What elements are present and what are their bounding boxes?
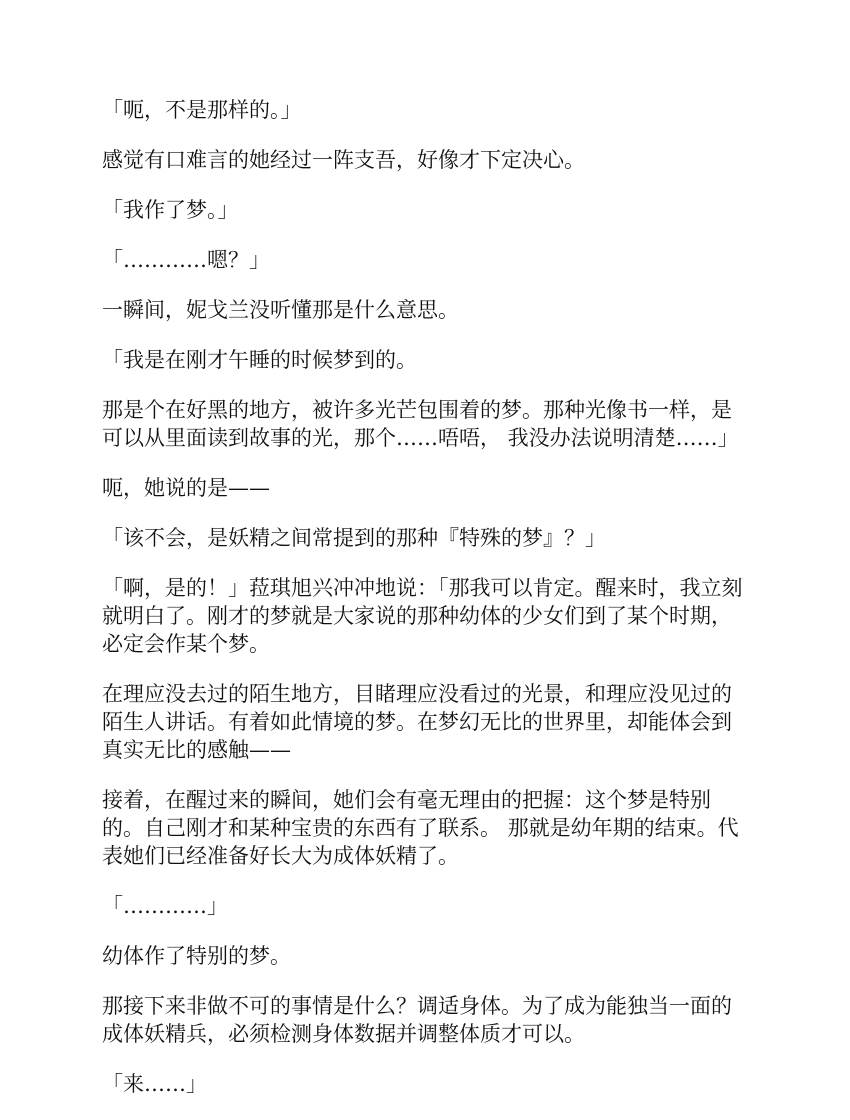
paragraph: 「…………嗯？」 <box>102 248 270 272</box>
paragraph: 「呃，不是那样的。」 <box>102 98 302 122</box>
paragraph: 「我是在刚才午睡的时候梦到的。 <box>102 348 417 372</box>
paragraph: 「啊，是的！」菈琪旭兴冲冲地说：「那我可以肯定。醒来时，我立刻就明白了。刚才的梦就是大家说的那种幼体的少女们到了某个时期，必定会作某个梦。 <box>102 576 743 656</box>
paragraph: 幼体作了特别的梦。 <box>102 944 291 968</box>
paragraph: 一瞬间，妮戈兰没听懂那是什么意思。 <box>102 298 459 322</box>
paragraph: 「…………」 <box>102 894 228 918</box>
paragraph: 感觉有口难言的她经过一阵支吾，好像才下定决心。 <box>102 148 585 172</box>
paragraph: 「我作了梦。」 <box>102 198 239 222</box>
paragraph: 在理应没去过的陌生地方，目睹理应没看过的光景，和理应没见过的陌生人讲话。有着如此情境的梦。在梦幻无比的世界里，却能体会到真实无比的感触—— <box>102 682 732 762</box>
paragraph: 呃，她说的是—— <box>102 476 270 500</box>
paragraph: 那是个在好黑的地方，被许多光芒包围着的梦。那种光像书一样，是可以从里面读到故事的光，那个……唔唔， 我没办法说明清楚……」 <box>102 398 739 450</box>
paragraph: 那接下来非做不可的事情是什么？调适身体。为了成为能独当一面的成体妖精兵，必须检测身体数据并调整体质才可以。 <box>102 994 732 1046</box>
paragraph: 「该不会，是妖精之间常提到的那种『特殊的梦』？」 <box>102 526 606 550</box>
paragraph: 「来……」 <box>102 1072 207 1096</box>
paragraph: 接着，在醒过来的瞬间，她们会有毫无理由的把握：这个梦是特别的。自己刚才和某种宝贵的东西有了联系。 那就是幼年期的结束。代表她们已经准备好长大为成体妖精了。 <box>102 788 739 868</box>
document-page <box>102 96 752 1120</box>
